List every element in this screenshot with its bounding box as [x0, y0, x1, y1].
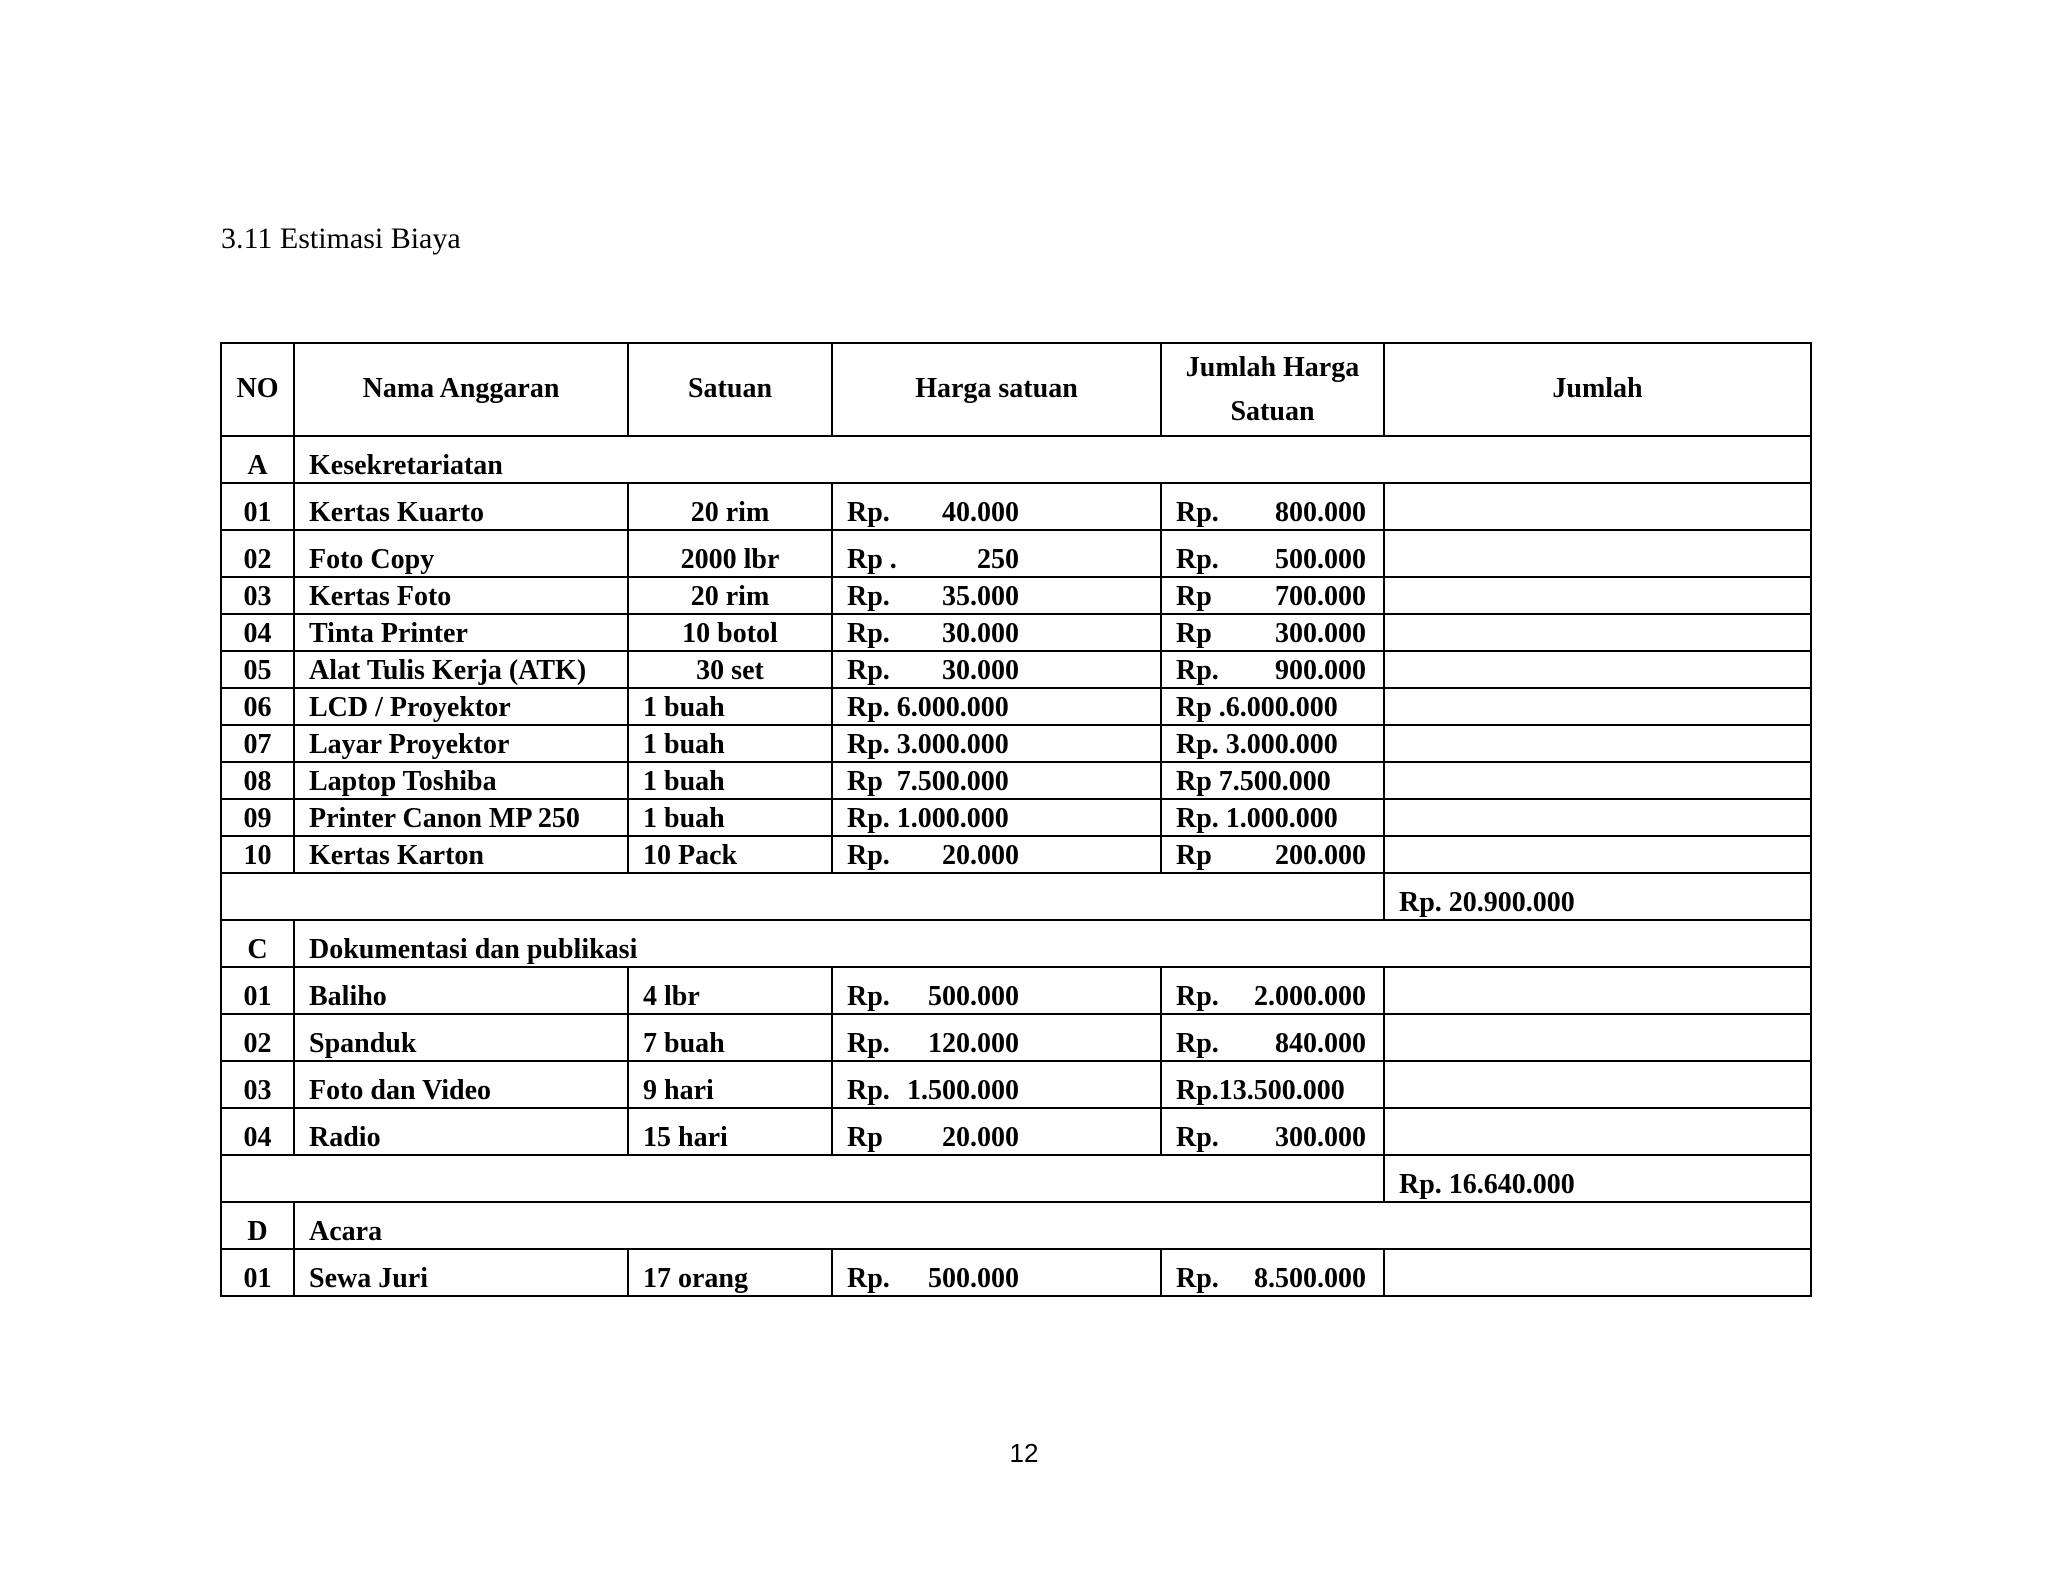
subtotal-amount: Rp. 20.900.000 — [1384, 873, 1811, 920]
row-jumlah-harga-satuan-amount: 500.000 — [1275, 544, 1366, 576]
subtotal-amount: Rp. 16.640.000 — [1384, 1155, 1811, 1202]
row-no: 05 — [221, 651, 294, 688]
row-harga-satuan-prefix: Rp. — [847, 840, 890, 872]
row-jumlah-harga-satuan-amount: 200.000 — [1275, 840, 1366, 872]
row-harga-satuan-prefix: Rp. 6.000.000 — [847, 692, 1009, 724]
row-no: 07 — [221, 725, 294, 762]
row-jumlah-harga-satuan — [1161, 614, 1384, 651]
row-jumlah-harga-satuan — [1161, 967, 1384, 1014]
subtotal-row — [221, 1155, 1811, 1202]
row-jumlah-harga-satuan-amount: 300.000 — [1275, 618, 1366, 650]
row-nama-anggaran: Radio — [294, 1108, 628, 1155]
row-jumlah — [1384, 1014, 1811, 1061]
row-jumlah-harga-satuan — [1161, 577, 1384, 614]
row-no: 02 — [221, 530, 294, 577]
row-nama-anggaran: Tinta Printer — [294, 614, 628, 651]
header-jumlah: Jumlah — [1384, 343, 1811, 436]
row-harga-satuan — [832, 967, 1161, 1014]
budget-table-body — [221, 436, 1811, 1296]
row-no: 06 — [221, 688, 294, 725]
row-nama-anggaran: Layar Proyektor — [294, 725, 628, 762]
table-row — [221, 483, 1811, 530]
section-title: Kesekretariatan — [294, 436, 1811, 483]
section-header-row — [221, 1202, 1811, 1249]
row-jumlah-harga-satuan-prefix: Rp.13.500.000 — [1176, 1075, 1345, 1107]
row-jumlah-harga-satuan — [1161, 651, 1384, 688]
section-code: C — [221, 920, 294, 967]
row-nama-anggaran: Spanduk — [294, 1014, 628, 1061]
row-satuan: 9 hari — [628, 1061, 832, 1108]
section-code: A — [221, 436, 294, 483]
row-jumlah — [1384, 1108, 1811, 1155]
row-satuan: 1 buah — [628, 799, 832, 836]
row-jumlah-harga-satuan — [1161, 725, 1384, 762]
row-no: 01 — [221, 1249, 294, 1296]
row-jumlah — [1384, 762, 1811, 799]
table-row — [221, 967, 1811, 1014]
table-row — [221, 799, 1811, 836]
section-title: Acara — [294, 1202, 1811, 1249]
row-jumlah-harga-satuan-prefix: Rp .6.000.000 — [1176, 692, 1338, 724]
row-jumlah-harga-satuan — [1161, 688, 1384, 725]
table-row — [221, 762, 1811, 799]
row-harga-satuan-prefix: Rp. — [847, 1075, 890, 1107]
section-heading: 3.11 Estimasi Biaya — [221, 222, 461, 255]
row-jumlah — [1384, 967, 1811, 1014]
row-jumlah-harga-satuan-amount: 2.000.000 — [1254, 981, 1366, 1013]
row-jumlah — [1384, 483, 1811, 530]
table-row — [221, 1108, 1811, 1155]
row-no: 01 — [221, 483, 294, 530]
row-satuan: 1 buah — [628, 725, 832, 762]
row-jumlah-harga-satuan-prefix: Rp — [1176, 581, 1212, 613]
row-harga-satuan — [832, 1014, 1161, 1061]
row-harga-satuan-amount: 500.000 — [928, 981, 1019, 1013]
row-harga-satuan-prefix: Rp. — [847, 655, 890, 687]
row-jumlah-harga-satuan-amount: 8.500.000 — [1254, 1263, 1366, 1295]
row-jumlah-harga-satuan-prefix: Rp — [1176, 840, 1212, 872]
row-jumlah-harga-satuan-prefix: Rp. — [1176, 1122, 1219, 1154]
row-harga-satuan-amount: 30.000 — [942, 618, 1019, 650]
row-jumlah-harga-satuan — [1161, 799, 1384, 836]
table-row — [221, 836, 1811, 873]
row-harga-satuan-amount: 35.000 — [942, 581, 1019, 613]
row-nama-anggaran: Kertas Karton — [294, 836, 628, 873]
row-harga-satuan — [832, 688, 1161, 725]
table-row — [221, 614, 1811, 651]
row-nama-anggaran: Printer Canon MP 250 — [294, 799, 628, 836]
row-harga-satuan — [832, 799, 1161, 836]
row-jumlah-harga-satuan-amount: 900.000 — [1275, 655, 1366, 687]
row-jumlah-harga-satuan-prefix: Rp. — [1176, 981, 1219, 1013]
table-row — [221, 651, 1811, 688]
row-harga-satuan-prefix: Rp — [847, 1122, 883, 1154]
row-satuan: 1 buah — [628, 762, 832, 799]
row-jumlah-harga-satuan-amount: 840.000 — [1275, 1028, 1366, 1060]
row-satuan: 15 hari — [628, 1108, 832, 1155]
subtotal-row — [221, 873, 1811, 920]
row-jumlah — [1384, 614, 1811, 651]
row-jumlah-harga-satuan — [1161, 1014, 1384, 1061]
header-no: NO — [221, 343, 294, 436]
table-row — [221, 725, 1811, 762]
row-satuan: 1 buah — [628, 688, 832, 725]
row-harga-satuan-prefix: Rp. — [847, 981, 890, 1013]
row-jumlah-harga-satuan-amount: 300.000 — [1275, 1122, 1366, 1154]
row-harga-satuan — [832, 651, 1161, 688]
section-header-row — [221, 436, 1811, 483]
row-satuan: 10 Pack — [628, 836, 832, 873]
row-jumlah — [1384, 1249, 1811, 1296]
row-jumlah-harga-satuan-prefix: Rp. — [1176, 497, 1219, 529]
row-jumlah-harga-satuan-prefix: Rp — [1176, 618, 1212, 650]
subtotal-spacer — [221, 873, 1384, 920]
row-harga-satuan-amount: 120.000 — [928, 1028, 1019, 1060]
row-harga-satuan-prefix: Rp . — [847, 544, 897, 576]
row-jumlah-harga-satuan-prefix: Rp 7.500.000 — [1176, 766, 1331, 798]
header-satuan: Satuan — [628, 343, 832, 436]
row-harga-satuan-amount: 30.000 — [942, 655, 1019, 687]
row-no: 04 — [221, 614, 294, 651]
row-harga-satuan-prefix: Rp 7.500.000 — [847, 766, 1009, 798]
page-number: 12 — [1009, 1438, 1039, 1468]
row-jumlah — [1384, 651, 1811, 688]
row-jumlah-harga-satuan-amount: 700.000 — [1275, 581, 1366, 613]
row-satuan: 7 buah — [628, 1014, 832, 1061]
row-satuan: 4 lbr — [628, 967, 832, 1014]
row-harga-satuan — [832, 836, 1161, 873]
row-jumlah-harga-satuan — [1161, 1108, 1384, 1155]
row-satuan: 20 rim — [628, 483, 832, 530]
row-nama-anggaran: LCD / Proyektor — [294, 688, 628, 725]
row-harga-satuan-prefix: Rp. — [847, 618, 890, 650]
row-harga-satuan-amount: 40.000 — [942, 497, 1019, 529]
table-row — [221, 530, 1811, 577]
row-harga-satuan-prefix: Rp. — [847, 497, 890, 529]
row-jumlah — [1384, 577, 1811, 614]
row-harga-satuan-prefix: Rp. — [847, 1263, 890, 1295]
row-nama-anggaran: Alat Tulis Kerja (ATK) — [294, 651, 628, 688]
row-satuan: 17 orang — [628, 1249, 832, 1296]
row-satuan: 30 set — [628, 651, 832, 688]
row-harga-satuan-amount: 1.500.000 — [907, 1075, 1019, 1107]
row-no: 03 — [221, 577, 294, 614]
row-nama-anggaran: Laptop Toshiba — [294, 762, 628, 799]
budget-table — [220, 342, 1812, 1297]
row-jumlah-harga-satuan-prefix: Rp. — [1176, 1028, 1219, 1060]
row-nama-anggaran: Baliho — [294, 967, 628, 1014]
row-jumlah-harga-satuan-prefix: Rp. 1.000.000 — [1176, 803, 1338, 835]
header-harga-satuan: Harga satuan — [832, 343, 1161, 436]
subtotal-spacer — [221, 1155, 1384, 1202]
row-jumlah-harga-satuan — [1161, 1061, 1384, 1108]
row-nama-anggaran: Foto Copy — [294, 530, 628, 577]
table-row — [221, 577, 1811, 614]
row-harga-satuan — [832, 530, 1161, 577]
table-row — [221, 1061, 1811, 1108]
section-title: Dokumentasi dan publikasi — [294, 920, 1811, 967]
row-jumlah-harga-satuan-prefix: Rp. — [1176, 655, 1219, 687]
row-no: 03 — [221, 1061, 294, 1108]
row-jumlah-harga-satuan-amount: 800.000 — [1275, 497, 1366, 529]
table-row — [221, 688, 1811, 725]
row-no: 10 — [221, 836, 294, 873]
row-nama-anggaran: Sewa Juri — [294, 1249, 628, 1296]
row-jumlah — [1384, 725, 1811, 762]
row-harga-satuan-amount: 500.000 — [928, 1263, 1019, 1295]
row-jumlah — [1384, 799, 1811, 836]
row-harga-satuan-amount: 20.000 — [942, 1122, 1019, 1154]
row-harga-satuan — [832, 483, 1161, 530]
row-harga-satuan-prefix: Rp. 3.000.000 — [847, 729, 1009, 761]
row-no: 01 — [221, 967, 294, 1014]
row-jumlah — [1384, 530, 1811, 577]
row-harga-satuan — [832, 1108, 1161, 1155]
row-satuan: 20 rim — [628, 577, 832, 614]
row-jumlah-harga-satuan — [1161, 530, 1384, 577]
section-code: D — [221, 1202, 294, 1249]
row-harga-satuan-prefix: Rp. — [847, 581, 890, 613]
row-harga-satuan-prefix: Rp. 1.000.000 — [847, 803, 1009, 835]
row-no: 04 — [221, 1108, 294, 1155]
row-harga-satuan — [832, 577, 1161, 614]
row-harga-satuan-prefix: Rp. — [847, 1028, 890, 1060]
section-header-row — [221, 920, 1811, 967]
row-jumlah-harga-satuan — [1161, 483, 1384, 530]
row-jumlah-harga-satuan — [1161, 762, 1384, 799]
row-jumlah-harga-satuan — [1161, 1249, 1384, 1296]
row-satuan: 2000 lbr — [628, 530, 832, 577]
row-no: 09 — [221, 799, 294, 836]
row-satuan: 10 botol — [628, 614, 832, 651]
row-harga-satuan — [832, 1061, 1161, 1108]
row-nama-anggaran: Kertas Foto — [294, 577, 628, 614]
row-jumlah — [1384, 836, 1811, 873]
row-harga-satuan-amount: 20.000 — [942, 840, 1019, 872]
table-header-row — [221, 343, 1811, 436]
row-harga-satuan — [832, 725, 1161, 762]
table-row — [221, 1014, 1811, 1061]
table-row — [221, 1249, 1811, 1296]
row-harga-satuan — [832, 1249, 1161, 1296]
row-jumlah — [1384, 1061, 1811, 1108]
row-jumlah-harga-satuan-prefix: Rp. — [1176, 1263, 1219, 1295]
row-harga-satuan — [832, 762, 1161, 799]
row-no: 08 — [221, 762, 294, 799]
row-harga-satuan — [832, 614, 1161, 651]
header-jumlah-harga-satuan: Jumlah Harga Satuan — [1161, 343, 1384, 436]
row-harga-satuan-amount: 250 — [977, 544, 1019, 576]
row-nama-anggaran: Foto dan Video — [294, 1061, 628, 1108]
header-nama-anggaran: Nama Anggaran — [294, 343, 628, 436]
row-jumlah — [1384, 688, 1811, 725]
row-jumlah-harga-satuan-prefix: Rp. 3.000.000 — [1176, 729, 1338, 761]
row-jumlah-harga-satuan — [1161, 836, 1384, 873]
row-nama-anggaran: Kertas Kuarto — [294, 483, 628, 530]
row-no: 02 — [221, 1014, 294, 1061]
row-jumlah-harga-satuan-prefix: Rp. — [1176, 544, 1219, 576]
